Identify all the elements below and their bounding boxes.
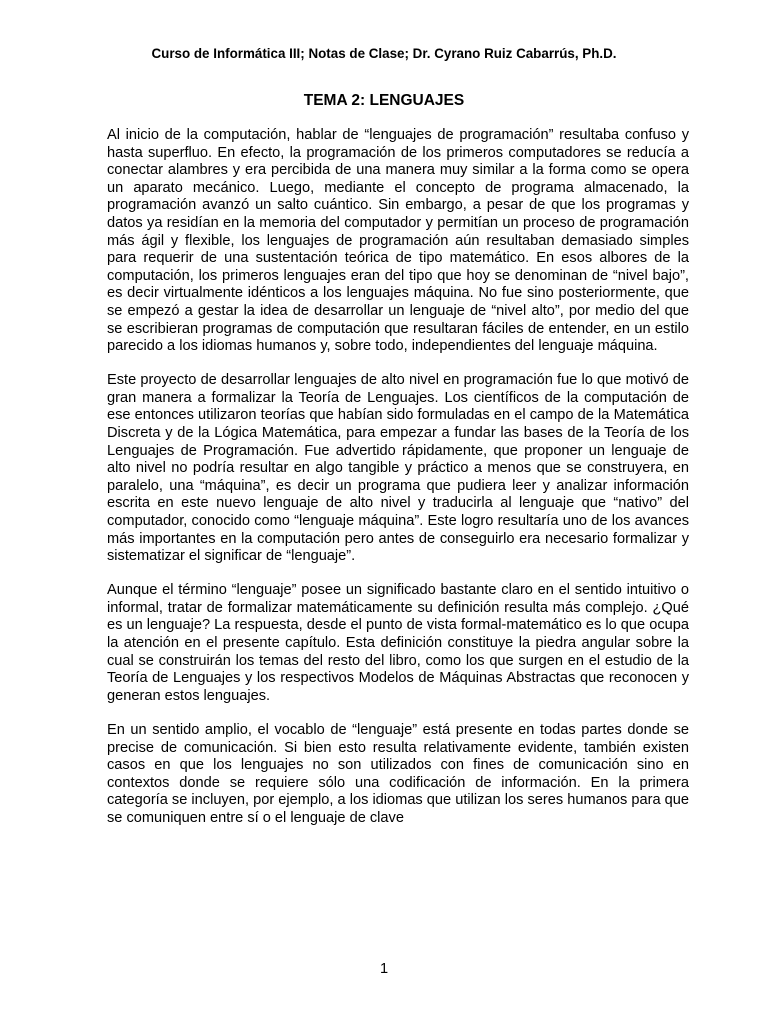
chapter-title: TEMA 2: LENGUAJES — [303, 92, 465, 109]
paragraph: Aunque el término “lenguaje” posee un significado bastante claro en el sentido intuitivo o informal, tratar de formalizar matemáticamente su definición resulta más complejo. ¿Qué es un lenguaje? La respuesta, desde el punto de vista formal-matemático es lo que ocupa la atención en el presente capítulo. Esta definición constituye la piedra angular sobre la cual se construirán los temas del resto del libro, como los que surgen en el estudio de la Teoría de Lenguajes y los respectivos Modelos de Máquinas Abstractas que reconocen y generan estos lenguajes. — [107, 582, 689, 704]
paragraph: Este proyecto de desarrollar lenguajes de alto nivel en programación fue lo que motivó de gran manera a formalizar la Teoría de Lenguajes. Los científicos de la computación de ese entonces utilizaron teorías que habían sido formuladas en el campo de la Matemática Discreta y de la Lógica Matemática, para empezar a fundar las bases de la Teoría de los Lenguajes de Programación. Fue advertido rápidamente, que proponer un lenguaje de alto nivel no podría resultar en algo tangible y práctico a menos que se construyera, en paralelo, una “máquina”, es decir un programa que pudiera leer y analizar información escrita en este nuevo lenguaje de alto nivel y traducirla al lenguaje que “nativo” del computador, conocido como “lenguaje máquina”. Este logro resultaría uno de los avances más importantes en la computación pero antes de conseguirlo era necesario formalizar y sistematizar el significar de “lenguaje”. — [107, 372, 689, 565]
body-text — [107, 127, 689, 844]
paragraph: Al inicio de la computación, hablar de “lenguajes de programación” resultaba confuso y hasta superfluo. En efecto, la programación de los primeros computadores se reducía a conectar alambres y era percibida de una manera muy similar a la forma como se opera un aparato mecánico. Luego, mediante el concepto de programa almacenado, la programación avanzó un salto cuántico. Sin embargo, a pesar de que los programas y datos ya residían en la memoria del computador y permitían un proceso de programación más ágil y flexible, los lenguajes de programación aún resultaban demasiado simples para requerir de una sustentación teórica de tipo matemático. En esos albores de la computación, los primeros lenguajes eran del tipo que hoy se denominan de “nivel bajo”, es decir virtualmente idénticos a los lenguajes máquina. No fue sino posteriormente, que se empezó a gestar la idea de desarrollar un lenguaje de “nivel alto”, por medio del que se escribieran programas de computación que resultaran fáciles de entender, en un estilo parecido a los idiomas humanos y, sobre todo, independientes del lenguaje máquina. — [107, 127, 689, 355]
paragraph: En un sentido amplio, el vocablo de “lenguaje” está presente en todas partes donde se precise de comunicación. Si bien esto resulta relativamente evidente, también existen casos en que los lenguajes no son utilizados con fines de comunicación sino en contextos donde se requiere sólo una codificación de información. En la primera categoría se incluyen, por ejemplo, a los idiomas que utilizan los seres humanos para que se comuniquen entre sí o el lenguaje de clave — [107, 721, 689, 826]
running-header: Curso de Informática III; Notas de Clase; Dr. Cyrano Ruiz Cabarrús, Ph.D. — [151, 46, 617, 61]
page-number: 1 — [379, 961, 389, 977]
